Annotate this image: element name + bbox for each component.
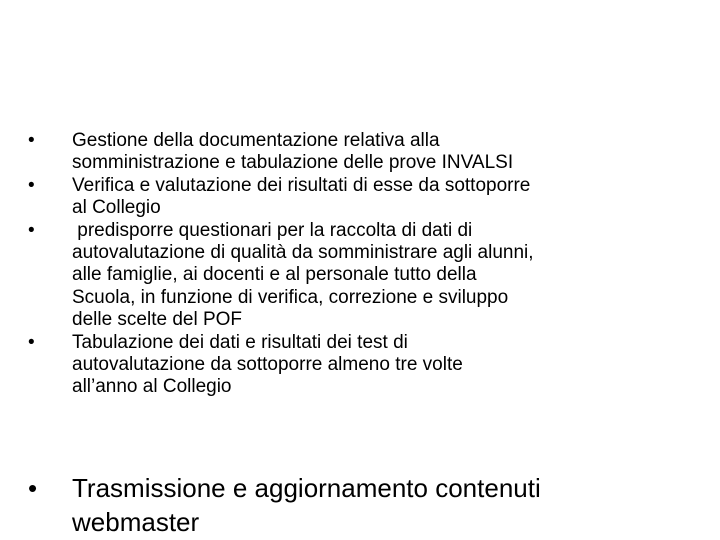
list-item-line: somministrazione e tabulazione delle prove INVALSI — [72, 152, 514, 174]
list-item — [28, 471, 708, 539]
list-item-line: Gestione della documentazione relativa alla — [72, 130, 440, 151]
activity-sub-list — [28, 130, 708, 399]
list-item-line: Trasmissione e aggiornamento contenuti — [72, 473, 541, 503]
main-list — [28, 471, 708, 539]
bullet: • — [28, 174, 35, 196]
list-item — [28, 175, 708, 220]
list-item-line: Verifica e valutazione dei risultati di esse da sottoporre — [72, 174, 531, 196]
list-item-line: predisporre questionari per la raccolta di dati di — [72, 219, 473, 241]
bullet: • — [28, 130, 35, 151]
list-item — [28, 130, 708, 175]
list-item-line: webmaster — [72, 507, 200, 537]
list-item-line: all’anno al Collegio — [72, 376, 232, 398]
list-item — [28, 220, 708, 332]
list-item-line: Tabulazione dei dati e risultati dei test di — [72, 331, 408, 353]
list-item — [28, 332, 708, 399]
list-item-line: delle scelte del POF — [72, 309, 243, 331]
bullet: • — [28, 219, 35, 241]
bullet: • — [28, 331, 35, 353]
bullet: • — [28, 473, 38, 503]
list-item-line: alle famiglie, ai docenti e al personale tutto della — [72, 264, 477, 286]
list-item-line: autovalutazione da sottoporre almeno tre volte — [72, 354, 463, 376]
list-item-line: Scuola, in funzione di verifica, correzione e sviluppo — [72, 286, 509, 308]
list-item-line: al Collegio — [72, 197, 161, 219]
list-item-line: autovalutazione di qualità da somministrare agli alunni, — [72, 242, 534, 264]
